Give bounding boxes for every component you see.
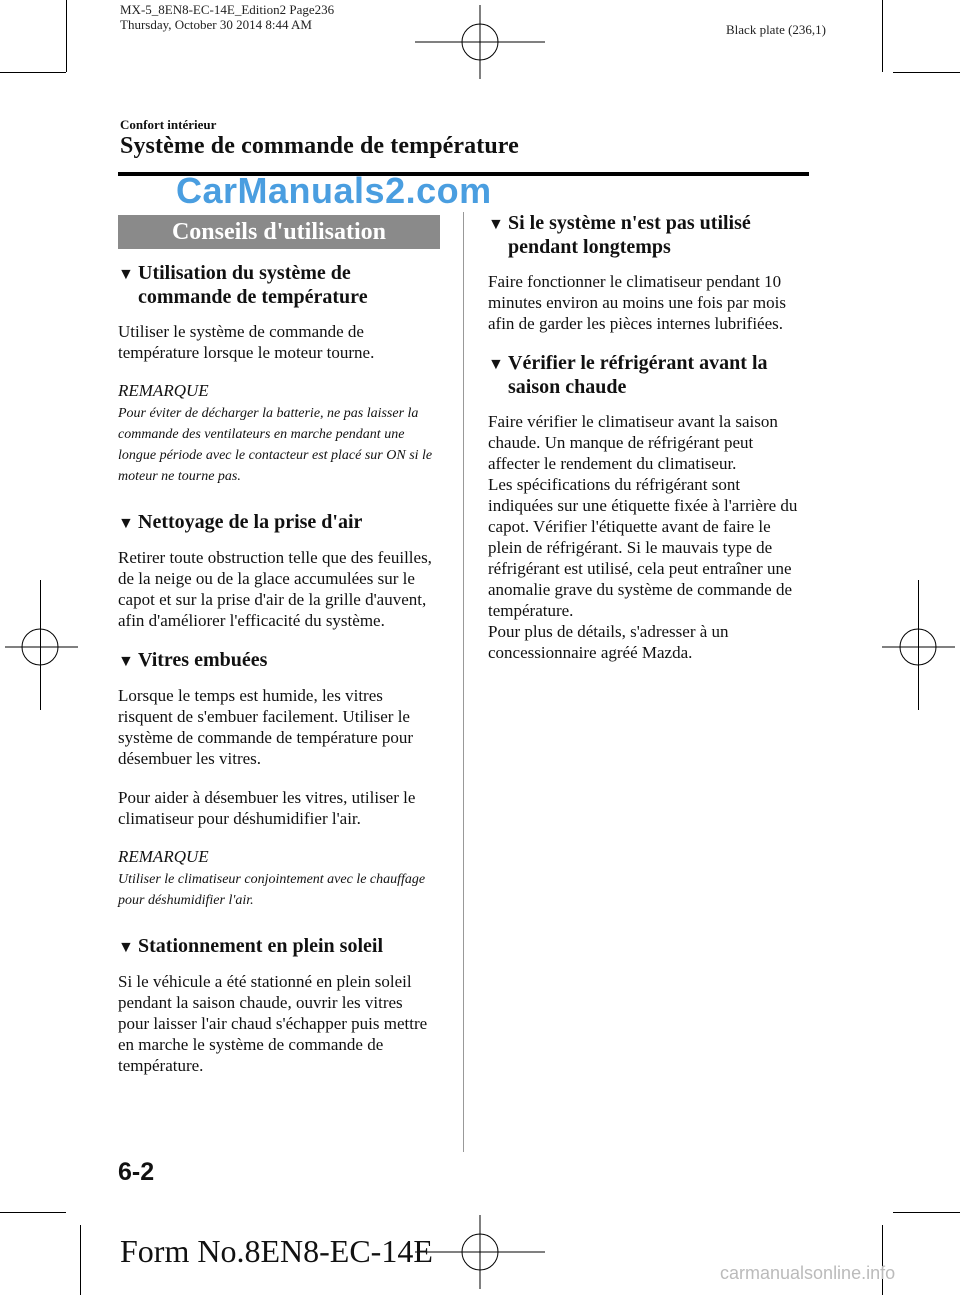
right-column xyxy=(488,212,808,681)
triangle-icon: ▼ xyxy=(488,216,504,233)
column-divider xyxy=(463,212,464,1152)
plate-info: Black plate (236,1) xyxy=(726,22,826,37)
note-text: Utiliser le climatiseur conjointement avec le chauffage pour déshumidifier l'air. xyxy=(118,872,426,908)
print-date-info: Thursday, October 30 2014 8:44 AM xyxy=(120,17,312,32)
paragraph: Pour aider à désembuer les vitres, utiliser le climatiseur pour déshumidifier l'air. xyxy=(118,788,416,828)
watermark-logo: CarManuals2.com xyxy=(176,170,492,211)
section-label: Confort intérieur xyxy=(120,117,217,132)
footer-watermark: carmanualsonline.info xyxy=(720,1263,896,1283)
note-text: Pour éviter de décharger la batterie, ne pas laisser la commande des ventilateurs en marche pendant une longue période avec le contacteur est placé sur ON si le moteur ne tourne pas. xyxy=(118,406,433,484)
heading-parking-sun: ▼ Stationnement en plein soleil xyxy=(118,935,384,957)
triangle-icon: ▼ xyxy=(118,653,134,670)
left-column xyxy=(118,262,438,1094)
heading-long-unused: ▼ Si le système n'est pas utilisé pendant longtemps xyxy=(488,212,751,258)
paragraph: Si le véhicule a été stationné en plein soleil pendant la saison chaude, ouvrir les vitres pour laisser l'air chaud s'échapper puis mettre en marche le système de commande de température. xyxy=(118,972,428,1075)
paragraph: Faire vérifier le climatiseur avant la saison chaude. Un manque de réfrigérant peut affecter le rendement du climatiseur. xyxy=(488,412,778,473)
heading-air-intake: ▼ Nettoyage de la prise d'air xyxy=(118,511,363,533)
paragraph: Utiliser le système de commande de température lorsque le moteur tourne. xyxy=(118,322,375,362)
triangle-icon: ▼ xyxy=(488,356,504,373)
paragraph: Les spécifications du réfrigérant sont indiquées sur une étiquette fixée à l'arrière du capot. Vérifier l'étiquette avant de faire le plein de réfrigérant. Si le mauvais type de réfrigérant est utilisé, cela peut entraîner une anomalie grave du système de commande de température. xyxy=(488,475,798,620)
note-label: REMARQUE xyxy=(118,381,209,400)
paragraph: Pour plus de détails, s'adresser à un concessionnaire agréé Mazda. xyxy=(488,622,729,662)
page-number: 6-2 xyxy=(118,1158,155,1186)
heading-refrigerant: ▼ Vérifier le réfrigérant avant la saison chaude xyxy=(488,352,768,398)
page-title: Système de commande de température xyxy=(120,133,519,159)
heading-usage: ▼ Utilisation du système de commande de température xyxy=(118,262,368,308)
form-number: Form No.8EN8-EC-14E xyxy=(120,1233,433,1269)
note-label: REMARQUE xyxy=(118,847,209,866)
triangle-icon: ▼ xyxy=(118,939,134,956)
triangle-icon: ▼ xyxy=(118,515,134,532)
paragraph: Faire fonctionner le climatiseur pendant 10 minutes environ au moins une fois par mois afin de garder les pièces internes lubrifiées. xyxy=(488,272,786,333)
triangle-icon: ▼ xyxy=(118,266,134,283)
paragraph: Retirer toute obstruction telle que des feuilles, de la neige ou de la glace accumulées sur le capot et sur la prise d'air de la grille d'auvent, afin d'améliorer l'efficacité du système. xyxy=(118,548,432,630)
print-file-info: MX-5_8EN8-EC-14E_Edition2 Page236 xyxy=(120,2,335,17)
paragraph: Lorsque le temps est humide, les vitres risquent de s'embuer facilement. Utiliser le système de commande de température pour désembuer les vitres. xyxy=(118,686,414,768)
heading-fogged-windows: ▼ Vitres embuées xyxy=(118,649,268,671)
section-band: Conseils d'utilisation xyxy=(118,215,440,249)
